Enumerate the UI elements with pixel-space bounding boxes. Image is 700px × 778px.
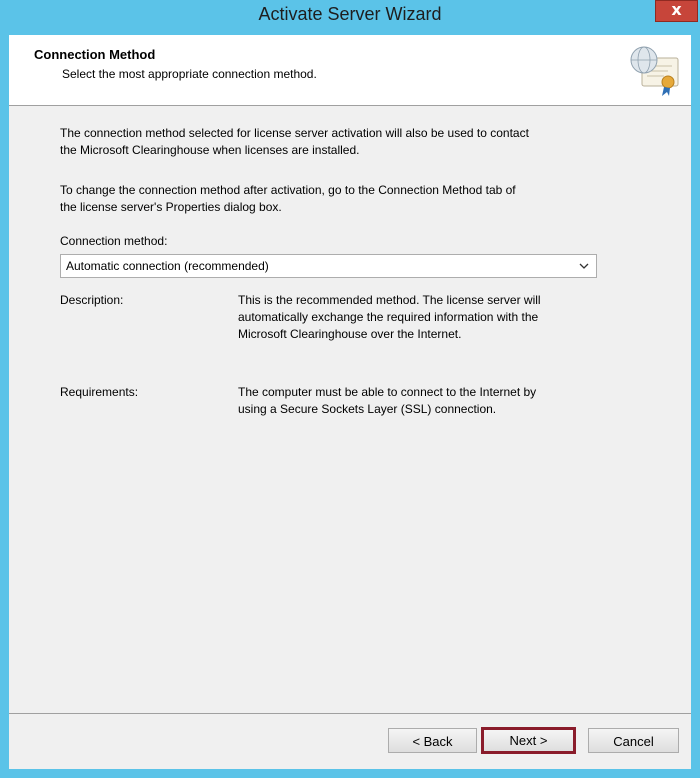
description-line: This is the recommended method. The license server will [238, 293, 541, 307]
next-button[interactable]: Next > [481, 727, 576, 754]
description-label: Description: [60, 293, 124, 307]
change-method-paragraph [60, 182, 516, 216]
intro-line: The connection method selected for license server activation will also be used to contact [60, 126, 529, 140]
window-title: Activate Server Wizard [258, 4, 442, 24]
connection-method-value: Automatic connection (recommended) [66, 259, 269, 273]
cancel-button[interactable]: Cancel [588, 728, 679, 753]
chevron-down-icon [578, 259, 590, 273]
footer-divider [9, 713, 691, 714]
wizard-header [9, 35, 691, 106]
title-bar[interactable] [0, 0, 700, 32]
intro-line: the Microsoft Clearinghouse when licenses are installed. [60, 143, 360, 157]
description-line: Microsoft Clearinghouse over the Internet. [238, 327, 462, 341]
requirements-label: Requirements: [60, 385, 139, 399]
connection-method-dropdown[interactable] [60, 254, 597, 278]
description-text [238, 292, 541, 343]
connection-method-label: Connection method: [60, 234, 168, 248]
close-button[interactable]: x [655, 0, 698, 22]
wizard-client-area [9, 35, 691, 769]
change-line: To change the connection method after activation, go to the Connection Method tab of [60, 183, 516, 197]
requirements-line: using a Secure Sockets Layer (SSL) connection. [238, 402, 497, 416]
intro-paragraph [60, 125, 529, 159]
change-line: the license server's Properties dialog box. [60, 200, 282, 214]
description-line: automatically exchange the required information with the [238, 310, 539, 324]
requirements-text [238, 384, 536, 418]
back-button[interactable]: < Back [388, 728, 477, 753]
requirements-line: The computer must be able to connect to the Internet by [238, 385, 537, 399]
certificate-globe-icon [626, 42, 682, 98]
page-title: Connection Method [34, 47, 156, 62]
page-subtitle: Select the most appropriate connection method. [62, 67, 317, 81]
